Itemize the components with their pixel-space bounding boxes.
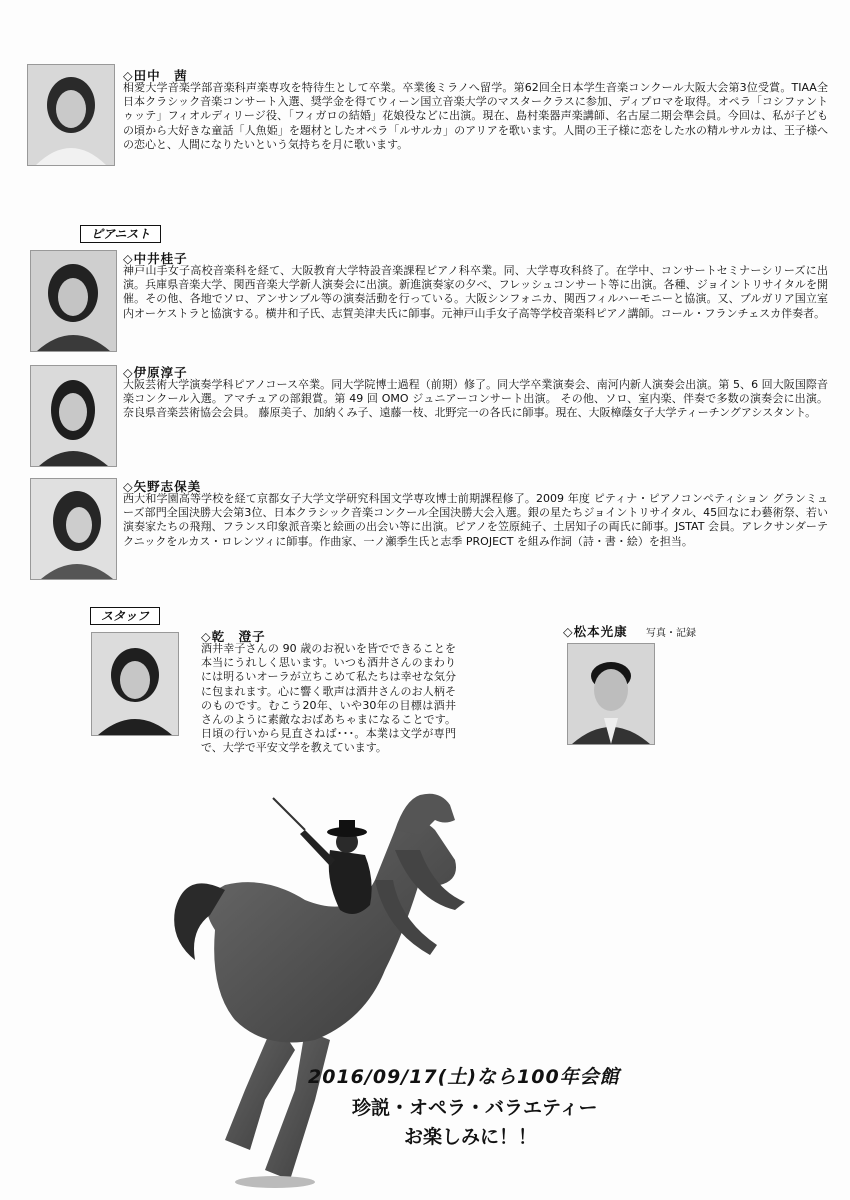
event-date-venue: 2016/09/17(土)なら100年会館 xyxy=(308,1066,620,1088)
staff-name-matsumoto: ◇松本光康 xyxy=(563,624,628,639)
portrait-photo-matsumoto xyxy=(567,643,655,745)
portrait-photo-inui xyxy=(91,632,179,736)
event-title: 珍説・オペラ・バラエティー xyxy=(352,1097,598,1119)
person-silhouette-icon xyxy=(568,644,654,744)
person-silhouette-icon xyxy=(31,366,116,466)
section-label-pianist: ピアニスト xyxy=(80,225,161,243)
staff-name-inui: ◇乾 澄子 xyxy=(201,629,266,644)
pianist-name-ihara: ◇伊原淳子 xyxy=(123,365,188,380)
performer-bio-tanaka: 相愛大学音楽学部音楽科声楽専攻を特待生として卒業。卒業後ミラノへ留学。第62回全日本学生音楽コンクール大阪大会第3位受賞。TIAA全日本クラシック音楽コンサート入選、奨学金を得てウィーン国立音楽大学のマスタークラスに参加、ディプロマを取得。オペラ「コシファントゥッテ」フィオルディリージ役、「フィガロの結婚」花娘役などに出演。現在、島村楽器声楽講師、名古屋二期会準会員。今回は、私が子どもの頃から大好きな童話「人魚姫」を題材としたオペラ「ルサルカ」のアリアを歌います。人間の王子様に恋をした水の精ルサルカは、王子様への恋心と、人間になりたいという気持ちを月に歌います。 xyxy=(123,81,828,151)
pianist-bio-yano: 西大和学園高等学校を経て京都女子大学文学研究科国文学専攻博士前期課程修了。2009 年度 ピティナ・ピアノコンペティション グランミューズ部門全国決勝大会第3位、日本クラシック音楽コンクール全国決勝大会入選。銀の星たちジョイントリサイタル、45回なにわ藝術祭、若い演奏家たちの飛翔、フランス印象派音楽と絵画の出会い等に出演。ピアノを笠原純子、土居知子の両氏に師事。JSTAT 会員。アレクサンダーテクニックをルカス・ロレンツィに師事。作曲家、一ノ瀬季生氏と志季 PROJECT を組み作詞（詩・書・絵）を担当。 xyxy=(123,492,828,548)
person-silhouette-icon xyxy=(92,633,178,735)
portrait-photo-ihara xyxy=(30,365,117,467)
person-silhouette-icon xyxy=(31,479,116,579)
portrait-photo-tanaka xyxy=(27,64,115,166)
staff-role-matsumoto: 写真・記録 xyxy=(646,628,696,639)
staff-bio-inui: 酒井幸子さんの 90 歳のお祝いを皆でできることを本当にうれしく思います。いつも酒井さんのまわりには明るいオーラが立ちこめて私たちは幸せな気分に包まれます。心に響く歌声は酒井さんのお人柄そのものです。むこう20年、いや30年の目標は酒井さんのように素敵なおばあちゃまになることです。日頃の行いから見直さねば･･･。本業は文学が専門で、大学で平安文学を教えています。 xyxy=(201,642,456,755)
performer-name-tanaka: ◇田中 茜 xyxy=(123,68,188,83)
portrait-photo-nakai xyxy=(30,250,117,352)
pianist-name-yano: ◇矢野志保美 xyxy=(123,479,202,494)
portrait-photo-yano xyxy=(30,478,117,580)
section-label-staff: スタッフ xyxy=(90,607,160,625)
pianist-name-nakai: ◇中井桂子 xyxy=(123,251,188,266)
person-silhouette-icon xyxy=(28,65,114,165)
event-closing: お楽しみに！！ xyxy=(404,1126,538,1148)
pianist-bio-nakai: 神戸山手女子高校音楽科を経て、大阪教育大学特設音楽課程ピアノ科卒業。同、大学専攻科終了。在学中、コンサートセミナーシリーズに出演。兵庫県音楽大学、関西音楽大学新人演奏会に出演。新進演奏家の夕べ、フレッシュコンサート等に出演。各種、ジョイントリサイタルを開催。その他、各地でソロ、アンサンブル等の演奏活動を行っている。大阪シンフォニカ、関西フィルハーモニーと協演。又、ブルガリア国立室内オーケストラと協演する。横井和子氏、志賀美津夫氏に師事。元神戸山手女子高等学校音楽科ピアノ講師。コール・フランチェスカ伴奏者。 xyxy=(123,264,828,320)
pianist-bio-ihara: 大阪芸術大学演奏学科ピアノコース卒業。同大学院博士過程（前期）修了。同大学卒業演奏会、南河内新人演奏会出演。第 5、6 回大阪国際音楽コンクール入選。アマチュアの部銀賞。第 49 回 OMO ジュニアーコンサート出演。 その他、ソロ、室内楽、伴奏で多数の演奏会に出演。奈良県音楽芸術協会会員。 藤原美子、加納くみ子、遠藤一枝、北野完一の各氏に師事。現在、大阪樟蔭女子大学ティーチングアシスタント。 xyxy=(123,378,828,420)
person-silhouette-icon xyxy=(31,251,116,351)
